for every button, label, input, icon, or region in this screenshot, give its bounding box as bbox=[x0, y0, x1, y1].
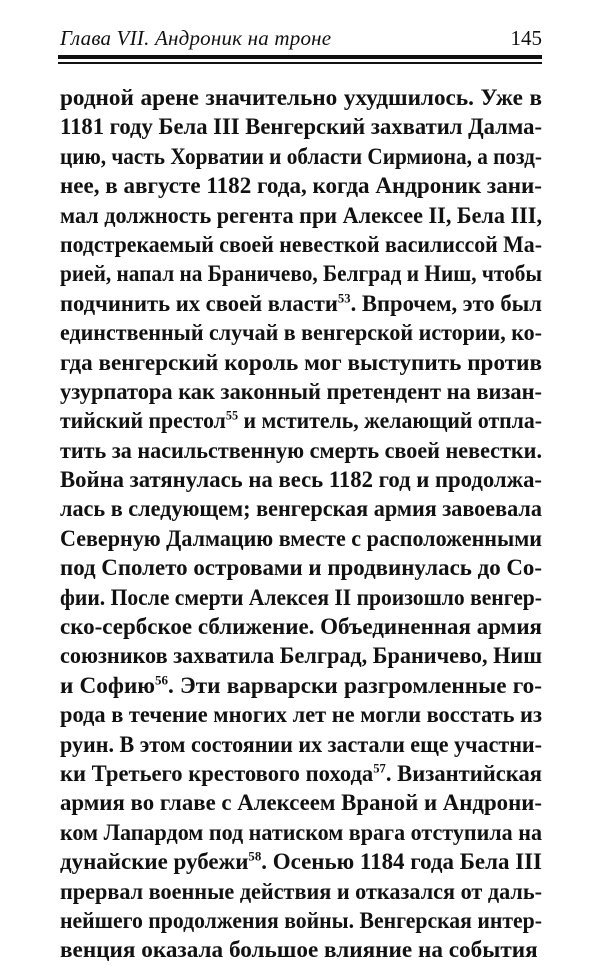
text-line bbox=[60, 819, 542, 848]
text-line-main: подстрекаемый своей невесткой василиссой Ма- bbox=[60, 231, 542, 258]
text-line bbox=[60, 378, 542, 407]
text-line bbox=[60, 554, 542, 583]
text-line-main: армия во главе с Алексеем Враной и Андрони- bbox=[60, 790, 542, 817]
text-line-main: рией, напал на Браничево, Белград и Ниш, чтобы bbox=[60, 261, 542, 288]
text-line-continuation: . Осенью 1184 года Бела III bbox=[261, 849, 542, 876]
text-line-main: руин. В этом состоянии их застали еще участни- bbox=[60, 731, 542, 758]
body-text bbox=[60, 84, 542, 966]
text-line-main: цию, часть Хорватии и области Сирмиона, а позд- bbox=[60, 143, 542, 170]
footnote-marker: 53 bbox=[337, 290, 351, 305]
running-head bbox=[60, 26, 542, 52]
text-line-continuation: . Эти варварски разгромленные го- bbox=[168, 672, 543, 699]
text-line bbox=[60, 907, 542, 936]
text-line-main: гда венгерский король мог выступить против bbox=[60, 349, 542, 376]
text-line bbox=[60, 731, 542, 760]
header-rule-thin bbox=[58, 62, 542, 64]
footnote-marker: 56 bbox=[155, 672, 169, 688]
text-line-main: нее, в августе 1182 года, когда Андроник зани- bbox=[60, 173, 542, 200]
footnote-marker: 55 bbox=[225, 407, 239, 423]
text-line-main: единственный случай в венгерской истории, ко- bbox=[60, 320, 542, 347]
text-line-main: мал должность регента при Алексее II, Бела III, bbox=[60, 202, 542, 229]
text-line bbox=[60, 701, 542, 730]
text-line bbox=[60, 172, 542, 201]
text-line-continuation: . Византийская bbox=[385, 760, 542, 787]
text-line bbox=[60, 260, 542, 289]
text-line bbox=[60, 672, 542, 701]
text-line bbox=[60, 466, 542, 495]
text-line bbox=[60, 231, 542, 260]
text-line-continuation: и мститель, желающий отпла- bbox=[238, 408, 542, 435]
text-line bbox=[60, 848, 542, 877]
footnote-marker: 57 bbox=[373, 760, 386, 776]
text-line-main: узурпатора как законный претендент на визан- bbox=[60, 378, 542, 405]
footnote-marker: 58 bbox=[248, 848, 262, 864]
text-line bbox=[60, 495, 542, 524]
text-line-main: ско-сербское сближение. Объединенная армия bbox=[60, 614, 542, 641]
text-line bbox=[60, 143, 542, 172]
text-line-main: и Софию bbox=[60, 672, 156, 699]
text-line bbox=[60, 84, 542, 113]
text-line-main: ки Третьего крестового похода bbox=[60, 760, 374, 787]
text-line-main: рода в течение многих лет не могли восстать из bbox=[60, 702, 542, 729]
text-line bbox=[60, 642, 542, 671]
text-line bbox=[60, 936, 542, 965]
text-line-main: прервал военные действия и отказался от даль- bbox=[60, 878, 542, 905]
text-line-main: родной арене значительно ухудшилось. Уже в bbox=[60, 85, 542, 111]
text-line bbox=[60, 319, 542, 348]
text-line bbox=[60, 202, 542, 231]
text-line-main: союзников захватила Белград, Браничево, Ниш bbox=[60, 643, 542, 670]
text-line-continuation: . Впрочем, это был bbox=[350, 290, 542, 317]
text-line bbox=[60, 613, 542, 642]
text-line bbox=[60, 584, 542, 613]
text-line-main: подчинить их своей власти bbox=[60, 290, 338, 317]
text-line-main: 1181 году Бела III Венгерский захватил Далма- bbox=[60, 114, 542, 141]
text-line bbox=[60, 760, 542, 789]
text-line bbox=[60, 113, 542, 142]
text-line-main: нейшего продолжения войны. Венгерская интер- bbox=[60, 907, 542, 934]
text-line bbox=[60, 407, 542, 436]
text-line-main: тить за насильственную смерть своей невестки. bbox=[60, 437, 542, 464]
text-line-main: дунайские рубежи bbox=[60, 849, 249, 876]
text-line bbox=[60, 290, 542, 319]
text-line bbox=[60, 349, 542, 378]
text-line-main: лась в следующем; венгерская армия завоевала bbox=[60, 496, 542, 523]
text-line-main: ком Лапардом под натиском врага отступила на bbox=[60, 819, 542, 846]
header-rule-thick bbox=[58, 55, 542, 59]
text-line-main: тийский престол bbox=[60, 408, 226, 435]
text-line-main: фии. После смерти Алексея II произошло венгер- bbox=[60, 584, 542, 611]
text-line-main: Северную Далмацию вместе с расположенными bbox=[60, 525, 542, 552]
text-line-main: под Сполето островами и продвинулась до Со- bbox=[60, 555, 542, 582]
text-line-main: венция оказала большое влияние на события bbox=[60, 937, 538, 964]
page-number: 145 bbox=[510, 26, 542, 50]
text-line bbox=[60, 525, 542, 554]
chapter-title: Глава VII. Андроник на троне bbox=[60, 26, 332, 50]
text-line bbox=[60, 789, 542, 818]
text-line-main: Война затянулась на весь 1182 год и продолжа- bbox=[60, 467, 542, 494]
text-line bbox=[60, 437, 542, 466]
text-line bbox=[60, 878, 542, 907]
